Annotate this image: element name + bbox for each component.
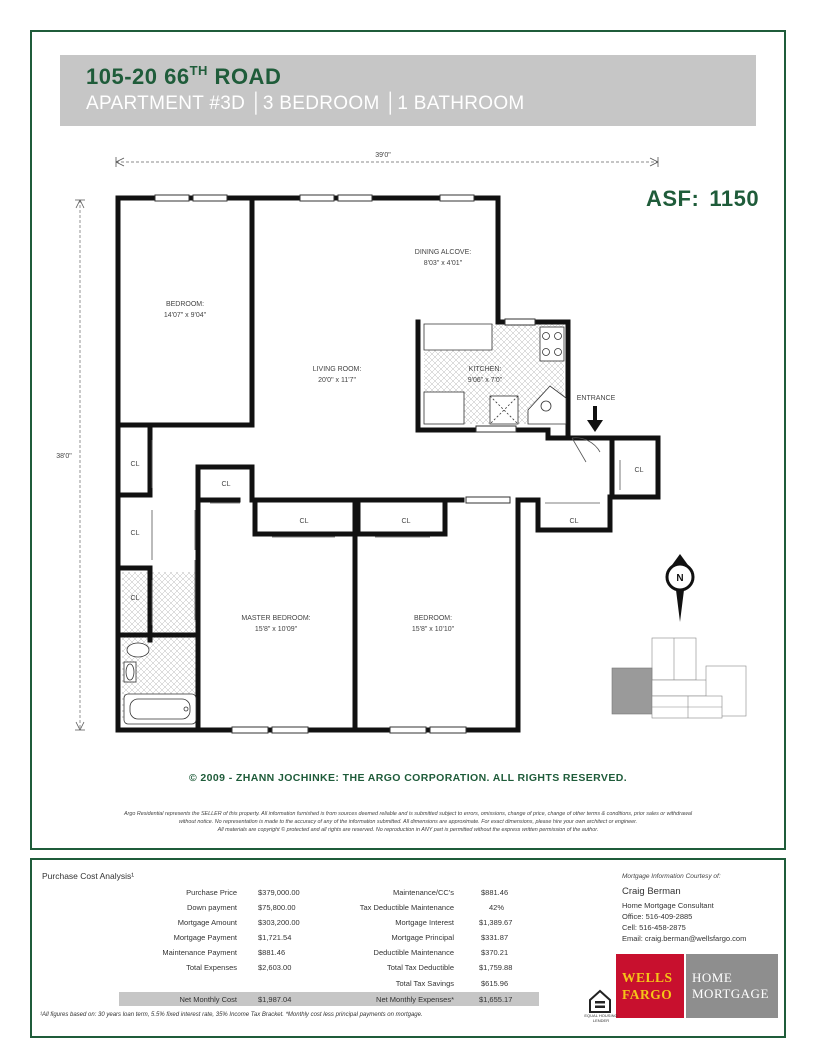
consultant-cell-phone: Cell: 516-458-2875 (622, 923, 686, 932)
total-tax-savings-value: $615.96 (481, 979, 509, 988)
total-tax-savings-label: Total Tax Savings (395, 979, 454, 988)
maintenance-cc-value: $881.46 (481, 888, 509, 897)
tax-deductible-maintenance-label: Tax Deductible Maintenance (359, 903, 454, 912)
apartment-subtitle: APARTMENT #3D │3 BEDROOM │1 BATHROOM (86, 93, 525, 114)
mortgage-amount-value: $303,200.00 (258, 918, 300, 927)
master-bedroom-name: MASTER BEDROOM: (241, 615, 311, 622)
closet-label: CL (299, 518, 309, 525)
disclaimer (52, 810, 764, 834)
closet-label: CL (634, 467, 644, 474)
bedroom3-name: BEDROOM: (413, 615, 453, 622)
entrance-arrow-icon (587, 406, 603, 432)
closet-label: CL (130, 461, 140, 468)
entrance-label: ENTRANCE (576, 395, 616, 402)
bedroom1-size: 14'07" x 9'04" (163, 312, 207, 319)
closet-label: CL (569, 518, 579, 525)
kitchen-name: KITCHEN: (468, 366, 502, 373)
mortgage-payment-value: $1,721.54 (258, 933, 292, 942)
maintenance-payment-label: Maintenance Payment (162, 948, 237, 957)
consultant-title: Home Mortgage Consultant (622, 901, 714, 910)
master-bedroom-size: 15'8" x 10'09" (254, 626, 298, 633)
windows (155, 195, 535, 733)
consultant-name: Craig Berman (622, 886, 681, 897)
compass-north-icon (667, 554, 693, 622)
purchase-price-label: Purchase Price (186, 888, 237, 897)
asf-label: ASF: 1150 (646, 186, 760, 211)
disclaimer-line: Argo Residential represents the SELLER of this property. All information furnished is from sources deemed reliable and is submitted subject to errors, omissions, change of price, change of other terms & conditions, prior sales or withdrawal (123, 811, 693, 817)
maintenance-payment-value: $881.46 (258, 948, 286, 957)
deductible-maintenance-label: Deductible Maintenance (373, 948, 454, 957)
net-monthly-cost-value: $1,987.04 (258, 995, 292, 1004)
down-payment-value: $75,800.00 (258, 903, 296, 912)
disclaimer-line: without notice. No representation is made to the accuracy of any of the information submitted. All dimensions are approximate. For exact dimensions, please hire your own architect or engineer. (178, 819, 638, 825)
mortgage-interest-label: Mortgage Interest (395, 918, 454, 927)
equal-housing-lender-text: EQUAL HOUSING LENDER (584, 1013, 618, 1023)
mortgage-amount-label: Mortgage Amount (177, 918, 237, 927)
net-monthly-expenses-value: $1,655.17 (479, 995, 513, 1004)
deductible-maintenance-value: $370.21 (481, 948, 509, 957)
home-mortgage-logo: HOME MORTGAGE (686, 954, 778, 1018)
consultant-office-phone: Office: 516-409-2885 (622, 912, 693, 921)
net-monthly-cost-label: Net Monthly Cost (179, 995, 237, 1004)
net-monthly-expenses-label: Net Monthly Expenses* (376, 995, 454, 1004)
copyright-notice: © 2009 - ZHANN JOCHINKE: THE ARGO CORPORATION. ALL RIGHTS RESERVED. (188, 772, 628, 784)
mortgage-interest-value: $1,389.67 (479, 918, 513, 927)
living-room-size: 20'0" x 11'7" (318, 377, 356, 384)
closet-label: CL (401, 518, 411, 525)
height-dimension-label: 38'0" (56, 453, 72, 460)
dining-alcove-size: 8'03" x 4'01" (423, 260, 463, 267)
total-expenses-value: $2,603.00 (258, 963, 292, 972)
purchase-footnote: ¹All figures based on: 30 years loan term, 5.5% fixed interest rate, 35% Income Tax Bracket. *Monthly cost less principal payments on mortgage. (40, 1012, 423, 1018)
consultant-email[interactable]: Email: craig.berman@wellsfargo.com (622, 934, 747, 943)
width-dimension-label: 39'0" (375, 152, 391, 159)
purchase-analysis-title: Purchase Cost Analysis¹ (42, 871, 135, 881)
maintenance-cc-label: Maintenance/CC's (392, 888, 454, 897)
mortgage-principal-value: $331.87 (481, 933, 509, 942)
total-expenses-label: Total Expenses (186, 963, 237, 972)
bedroom1-name: BEDROOM: (165, 301, 205, 308)
north-label: N (676, 573, 684, 584)
address-title: 105-20 66TH ROAD (86, 63, 282, 89)
down-payment-label: Down payment (186, 903, 237, 912)
closet-label: CL (130, 530, 140, 537)
walls (118, 198, 658, 730)
wells-fargo-logo: WELLS FARGO (616, 954, 684, 1018)
closet-label: CL (130, 595, 140, 602)
dining-alcove-name: DINING ALCOVE: (414, 249, 472, 256)
mortgage-principal-label: Mortgage Principal (391, 933, 454, 942)
living-room-name: LIVING ROOM: (312, 366, 362, 373)
total-tax-deductible-value: $1,759.88 (479, 963, 513, 972)
tax-deductible-maintenance-value: 42% (489, 903, 505, 912)
closet-label: CL (221, 481, 231, 488)
mortgage-payment-label: Mortgage Payment (173, 933, 237, 942)
purchase-price-value: $379,000.00 (258, 888, 300, 897)
credit-heading: Mortgage Information Courtesy of: (622, 873, 721, 880)
bedroom3-size: 15'8" x 10'10" (411, 626, 455, 633)
kitchen-size: 9'06" x 7'0" (467, 377, 503, 384)
disclaimer-line: All materials are copyright © protected and all rights are reserved. No reproduction in ANY part is permitted without the express written permission of the author. (217, 827, 599, 833)
site-key-plan (612, 638, 746, 718)
total-tax-deductible-label: Total Tax Deductible (387, 963, 454, 972)
